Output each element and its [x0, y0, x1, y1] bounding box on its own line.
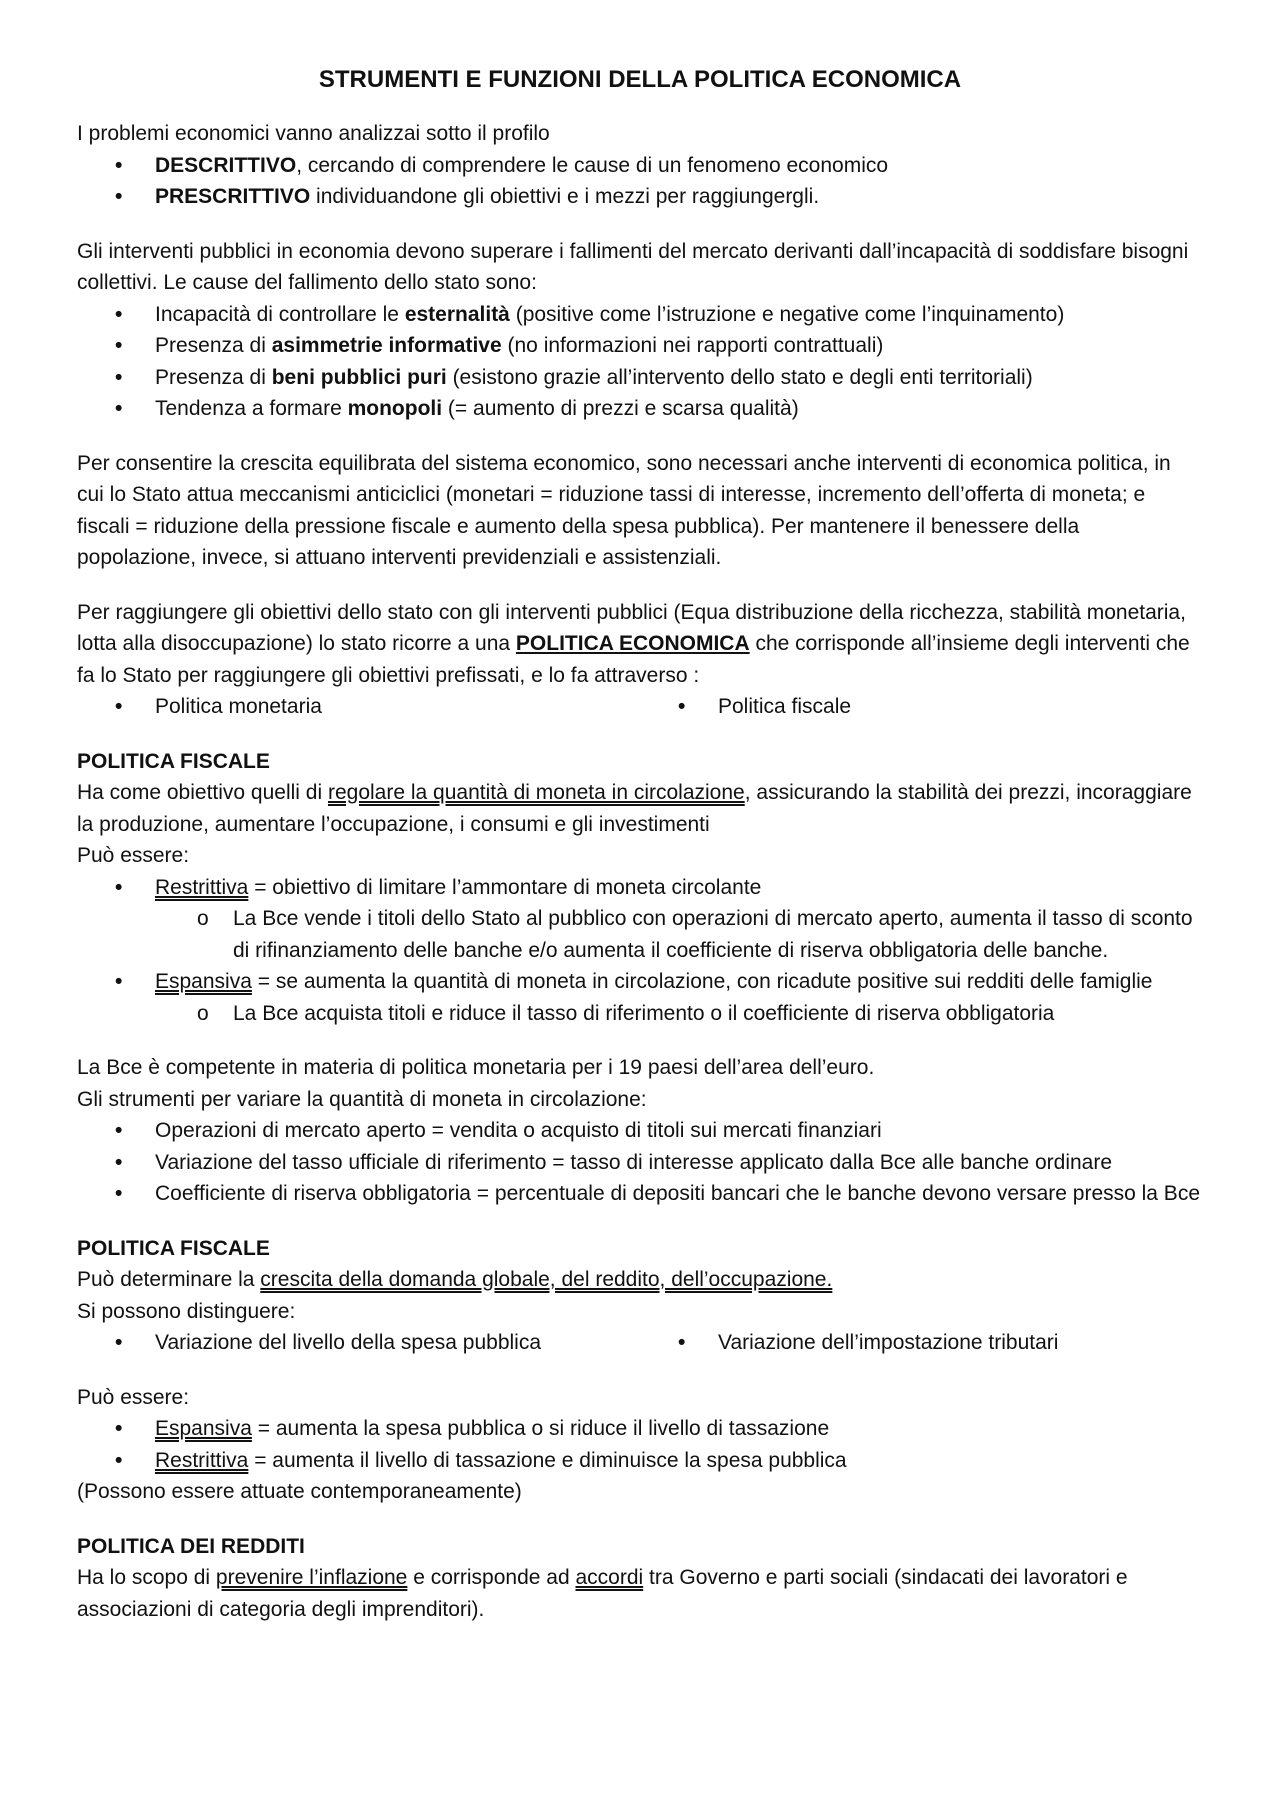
list-item: • Incapacità di controllare le esternalità (positive come l’istruzione e negative come l’inquinamento): [77, 299, 1203, 331]
bullet-icon: •: [115, 1448, 123, 1472]
list-item: • Politica monetaria: [77, 691, 640, 723]
paragraph: Si possono distinguere:: [77, 1299, 296, 1323]
circle-bullet-icon: o: [197, 1001, 209, 1025]
section-heading: POLITICA FISCALE: [77, 749, 270, 773]
bullet-icon: •: [115, 185, 123, 208]
sub-list-item: o La Bce vende i titoli dello Stato al pubblico con operazioni di mercato aperto, aumenta il tasso di sconto di rifinanziamento delle banche e/o aumenta il coefficiente di riserva obbligatoria delle banche.: [77, 903, 1203, 966]
paragraph: Può determinare la crescita della domanda globale, del reddito, dell’occupazione.: [77, 1268, 833, 1291]
list-item: • Espansiva = aumenta la spesa pubblica o si riduce il livello di tassazione: [77, 1413, 1203, 1445]
paragraph: Gli interventi pubblici in economia devono superare i fallimenti del mercato derivanti dall’incapacità di soddisfare bisogni collettivi. Le cause del fallimento dello stato sono:: [77, 239, 1189, 294]
bullet-icon: •: [115, 1119, 123, 1142]
paragraph: Ha lo scopo di prevenire l’inflazione e corrisponde ad accordi tra Governo e parti sociali (sindacati dei lavoratori e associazioni di categoria degli imprenditori).: [77, 1566, 1128, 1621]
bullet-icon: •: [678, 1331, 686, 1354]
sub-list-item: o La Bce acquista titoli e riduce il tasso di riferimento o il coefficiente di riserva obbligatoria: [77, 998, 1203, 1030]
list-item: • Operazioni di mercato aperto = vendita o acquisto di titoli sui mercati finanziari: [77, 1115, 1203, 1147]
list-item: • Restrittiva = obiettivo di limitare l’ammontare di moneta circolante o La Bce vende i titoli dello Stato al pubblico con operazioni di mercato aperto, aumenta il tasso di sconto di rifinanziamento delle banche e/o aumenta il coefficiente di riserva obbligatoria delle banche.: [77, 872, 1203, 967]
paragraph: (Possono essere attuate contemporaneamente): [77, 1480, 522, 1503]
paragraph: Ha come obiettivo quelli di regolare la quantità di moneta in circolazione, assicurando la stabilità dei prezzi, incoraggiare la produzione, aumentare l’occupazione, i consumi e gli investimenti: [77, 781, 1192, 836]
paragraph: Può essere:: [77, 844, 190, 867]
list-item: • PRESCRITTIVO individuandone gli obiettivi e i mezzi per raggiungergli.: [77, 181, 1203, 213]
list-item: • Tendenza a formare monopoli (= aumento di prezzi e scarsa qualità): [77, 393, 1203, 425]
bullet-icon: •: [115, 1417, 123, 1440]
document-body: [77, 62, 1203, 1625]
list-item: • Presenza di asimmetrie informative (no informazioni nei rapporti contrattuali): [77, 330, 1203, 362]
list-item: • Restrittiva = aumenta il livello di tassazione e diminuisce la spesa pubblica: [77, 1445, 1203, 1477]
list-item: • Variazione del tasso ufficiale di riferimento = tasso di interesse applicato dalla Bce alle banche ordinare: [77, 1147, 1203, 1179]
sub-list: [77, 998, 1203, 1030]
bullet-icon: •: [115, 334, 123, 357]
fiscal-types-list: [77, 1413, 1203, 1476]
sub-list: [77, 903, 1203, 966]
bullet-icon: •: [115, 397, 123, 420]
bullet-icon: •: [115, 970, 123, 993]
failure-causes-list: [77, 299, 1203, 425]
bullet-icon: •: [115, 153, 123, 177]
bullet-icon: •: [115, 875, 123, 899]
circle-bullet-icon: o: [197, 907, 209, 930]
instruments-list: [77, 1115, 1203, 1210]
profile-list: [77, 150, 1203, 213]
paragraph: Gli strumenti per variare la quantità di moneta in circolazione:: [77, 1087, 647, 1111]
section-heading: POLITICA DEI REDDITI: [77, 1534, 305, 1558]
bullet-icon: •: [115, 695, 123, 718]
list-item: • Politica fiscale: [640, 691, 1203, 723]
bullet-icon: •: [115, 1150, 123, 1174]
list-item: • Coefficiente di riserva obbligatoria = percentuale di depositi bancari che le banche devono versare presso la Bce: [77, 1178, 1203, 1210]
intro-line: I problemi economici vanno analizzai sotto il profilo: [77, 122, 550, 145]
list-item: • DESCRITTIVO, cercando di comprendere le cause di un fenomeno economico: [77, 150, 1203, 182]
list-item: • Variazione del livello della spesa pubblica: [77, 1327, 640, 1359]
bullet-icon: •: [115, 302, 123, 326]
bullet-icon: •: [115, 365, 123, 389]
list-item: • Presenza di beni pubblici puri (esistono grazie all’intervento dello stato e degli enti territoriali): [77, 362, 1203, 394]
bullet-icon: •: [678, 695, 686, 718]
list-item: • Variazione dell’impostazione tributari: [640, 1327, 1203, 1359]
list-item: • Espansiva = se aumenta la quantità di moneta in circolazione, con ricadute positive sui redditi delle famiglie o La Bce acquista titoli e riduce il tasso di riferimento o il coefficiente di riserva obbligatoria: [77, 966, 1203, 1029]
paragraph: Per raggiungere gli obiettivi dello stato con gli interventi pubblici (Equa distribuzione della ricchezza, stabilità monetaria, lotta alla disoccupazione) lo stato ricorre a una POLITICA ECONOMICA che corrisponde all’insieme degli interventi che fa lo Stato per raggiungere gli obiettivi prefissati, e lo fa attraverso :: [77, 600, 1190, 687]
paragraph: Può essere:: [77, 1385, 190, 1409]
section-heading: POLITICA FISCALE: [77, 1236, 270, 1260]
document-title: STRUMENTI E FUNZIONI DELLA POLITICA ECONOMICA: [318, 66, 962, 93]
paragraph: La Bce è competente in materia di politica monetaria per i 19 paesi dell’area dell’euro.: [77, 1056, 875, 1079]
two-column-list: [77, 1327, 1203, 1359]
bullet-icon: •: [115, 1331, 123, 1354]
paragraph: Per consentire la crescita equilibrata del sistema economico, sono necessari anche interventi di economica politica, in cui lo Stato attua meccanismi anticiclici (monetari = riduzione tassi di interesse, incremento dell’offerta di moneta; e fiscali = riduzione della pressione fiscale e aumento della spesa pubblica). Per mantenere il benessere della popolazione, invece, si attuano interventi previdenziali e assistenziali.: [77, 451, 1171, 569]
bullet-icon: •: [115, 1182, 123, 1205]
two-column-list: [77, 691, 1203, 723]
policy-types-list: [77, 872, 1203, 1030]
